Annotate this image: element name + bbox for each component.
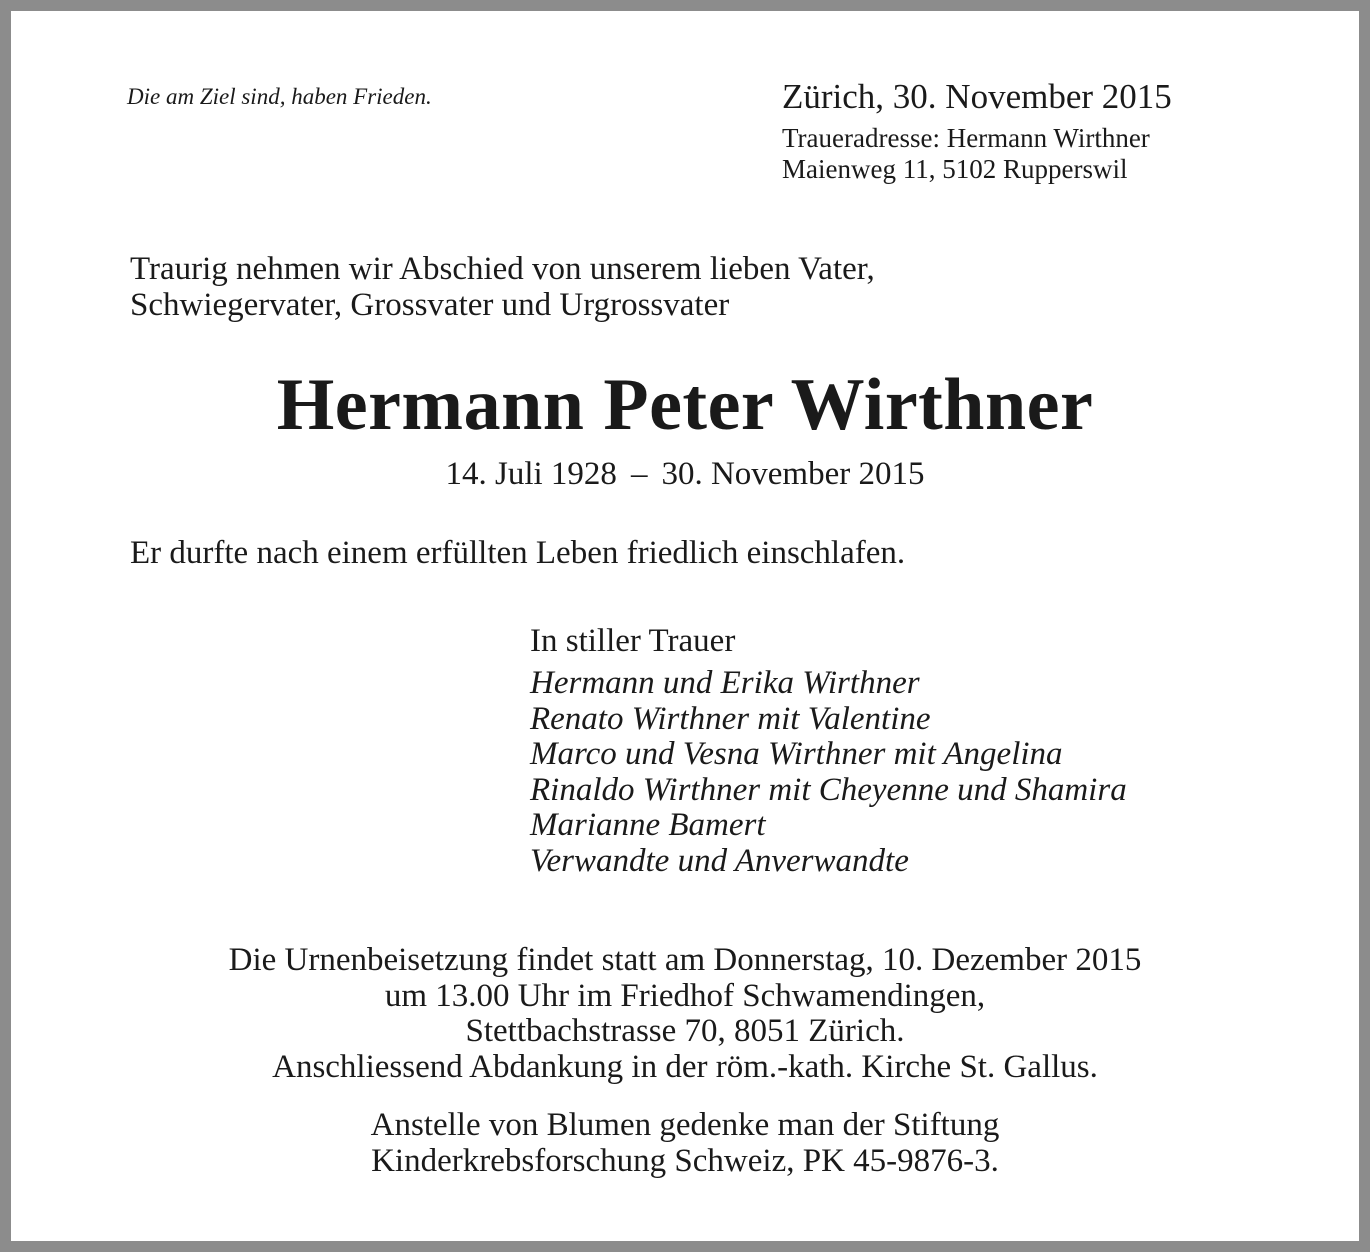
birth-date: 14. Juli 1928 — [445, 456, 617, 492]
intro-line-1: Traurig nehmen wir Abschied von unserem lieben Vater, — [130, 251, 875, 287]
intro-line-2: Schwiegervater, Grossvater und Urgrossvater — [130, 287, 730, 323]
obituary-notice — [11, 11, 1359, 1241]
burial-line: Anschliessend Abdankung in der röm.-kath. Kirche St. Gallus. — [272, 1048, 1098, 1085]
intro-text — [130, 251, 875, 323]
motto-quote: Die am Ziel sind, haben Frieden. — [127, 84, 432, 109]
mourning-address — [782, 123, 1150, 185]
mourners-list — [530, 666, 1127, 879]
mourner-name: Renato Wirthner mit Valentine — [530, 700, 931, 737]
mourner-name: Marianne Bamert — [530, 807, 766, 843]
mourner-name: Verwandte und Anverwandte — [530, 842, 909, 879]
address-line-2: Maienweg 11, 5102 Rupperswil — [782, 154, 1128, 184]
deceased-name: Hermann Peter Wirthner — [276, 364, 1094, 446]
burial-line: um 13.00 Uhr im Friedhof Schwamendingen, — [384, 977, 986, 1014]
burial-line: Die Urnenbeisetzung findet statt am Donnerstag, 10. Dezember 2015 — [228, 942, 1142, 978]
donation-line: Anstelle von Blumen gedenke man der Stiftung — [370, 1107, 1000, 1143]
life-dates — [11, 456, 1359, 493]
death-date: 30. November 2015 — [661, 456, 925, 492]
mourner-name: Rinaldo Wirthner mit Cheyenne und Shamira — [530, 771, 1127, 808]
donation-line: Kinderkrebsforschung Schweiz, PK 45-9876-3. — [371, 1142, 999, 1179]
place-date: Zürich, 30. November 2015 — [782, 77, 1172, 116]
burial-information — [11, 943, 1359, 1085]
mourner-name: Hermann und Erika Wirthner — [530, 665, 920, 701]
mourner-name: Marco und Vesna Wirthner mit Angelina — [530, 736, 1063, 772]
peaceful-statement: Er durfte nach einem erfüllten Leben friedlich einschlafen. — [130, 535, 906, 571]
burial-line: Stettbachstrasse 70, 8051 Zürich. — [465, 1013, 905, 1049]
donation-request — [11, 1108, 1359, 1179]
mourning-title: In stiller Trauer — [530, 623, 736, 659]
address-line-1: Traueradresse: Hermann Wirthner — [782, 123, 1150, 153]
date-dash: – — [630, 456, 648, 492]
